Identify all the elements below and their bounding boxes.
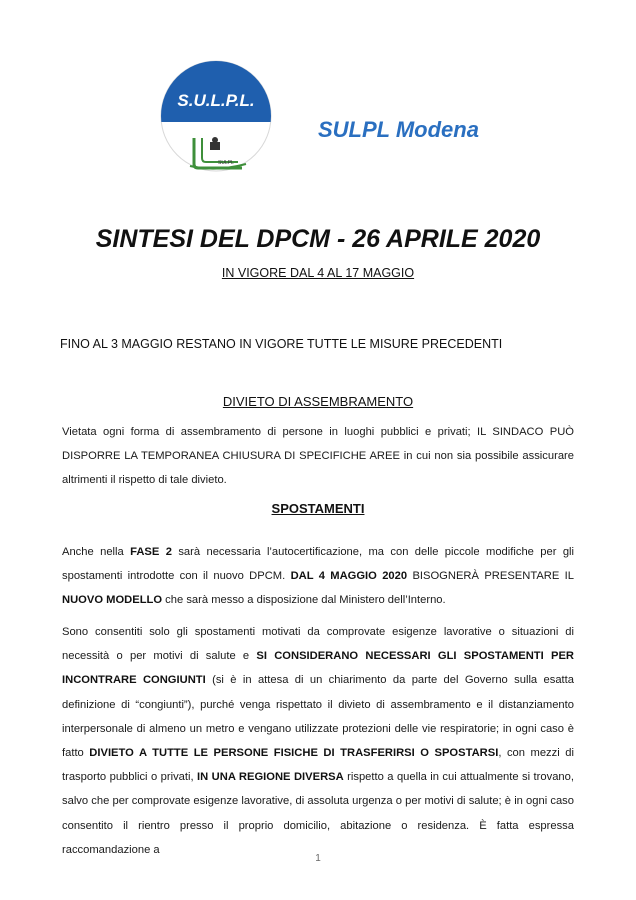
text-run: Anche nella bbox=[62, 546, 131, 558]
text-run: BISOGNERÀ PRESENTARE IL bbox=[407, 570, 574, 583]
bold-text-run: IN UNA REGIONE DIVERSA bbox=[197, 771, 344, 784]
text-run: (si è in attesa di un chiarimento da parte del Governo sulla esatta definizione di “congiunti”), purché venga rispettato il divieto di assembramento e il distanziamento interpersonale di almeno un metro e vengano utilizzate protezioni delle vie respiratorie; in ogni caso è fatto bbox=[62, 674, 574, 760]
section-heading-assembramento: DIVIETO DI ASSEMBRAMENTO bbox=[222, 394, 414, 409]
logo-graphic bbox=[160, 60, 272, 172]
logo-small-text: SULPL bbox=[218, 160, 234, 166]
bold-text-run: NUOVO MODELLO bbox=[62, 594, 163, 607]
bold-text-run: DIVIETO A TUTTE LE PERSONE FISICHE DI TRASFERIRSI O SPOSTARSI bbox=[89, 747, 499, 760]
text-run: Vietata ogni forma di assembramento di persone in luoghi pubblici e privati; IL SINDACO PUÒ DISPORRE LA TEMPORANEA CHIUSURA DI SPECIFICHE AREE in cui non sia possibile assicurare altrimenti il rispetto di tale divieto. bbox=[62, 426, 574, 487]
page-number: 1 bbox=[315, 853, 321, 864]
paragraph-fase2 bbox=[62, 540, 574, 613]
text-run: rispetto a quella in cui attualmente si trovano, salvo che per comprovate esigenze lavorative, di assoluta urgenza o per motivi di salute; è in ogni caso consentito il rientro presso il proprio domicilio, abitazione o residenza. È fatta espressa raccomandazione a bbox=[62, 771, 574, 856]
notice-text: FINO AL 3 MAGGIO RESTANO IN VIGORE TUTTE LE MISURE PRECEDENTI bbox=[60, 337, 503, 351]
document-subtitle: IN VIGORE DAL 4 AL 17 MAGGIO bbox=[221, 266, 415, 280]
section-heading-spostamenti: SPOSTAMENTI bbox=[271, 501, 365, 516]
logo-text: S.U.L.P.L. bbox=[177, 91, 255, 110]
sulpl-logo bbox=[160, 60, 272, 172]
document-title: SINTESI DEL DPCM - 26 APRILE 2020 bbox=[95, 225, 541, 253]
paragraph-assembramento bbox=[62, 420, 574, 493]
paragraph-spostamenti-consentiti bbox=[62, 620, 574, 862]
text-run: che sarà messo a disposizione dal Ministero dell’Interno. bbox=[162, 594, 446, 607]
bold-text-run: SI CONSIDERANO NECESSARI GLI SPOSTAMENTI PER INCONTRARE CONGIUNTI bbox=[62, 650, 574, 687]
bold-text-run: FASE 2 bbox=[130, 546, 172, 558]
organization-name: SULPL Modena bbox=[318, 117, 479, 142]
bold-text-run: DAL 4 MAGGIO 2020 bbox=[290, 570, 408, 583]
text-run: sarà necessaria l’autocertificazione, ma con delle piccole modifiche per gli spostamenti introdotte con il nuovo DPCM. bbox=[62, 546, 575, 583]
text-run: Sono consentiti solo gli spostamenti motivati da comprovate esigenze lavorative o situazioni di necessità o per motivi di salute e bbox=[62, 626, 574, 663]
text-run: , con mezzi di trasporto pubblici o privati, bbox=[62, 747, 574, 784]
